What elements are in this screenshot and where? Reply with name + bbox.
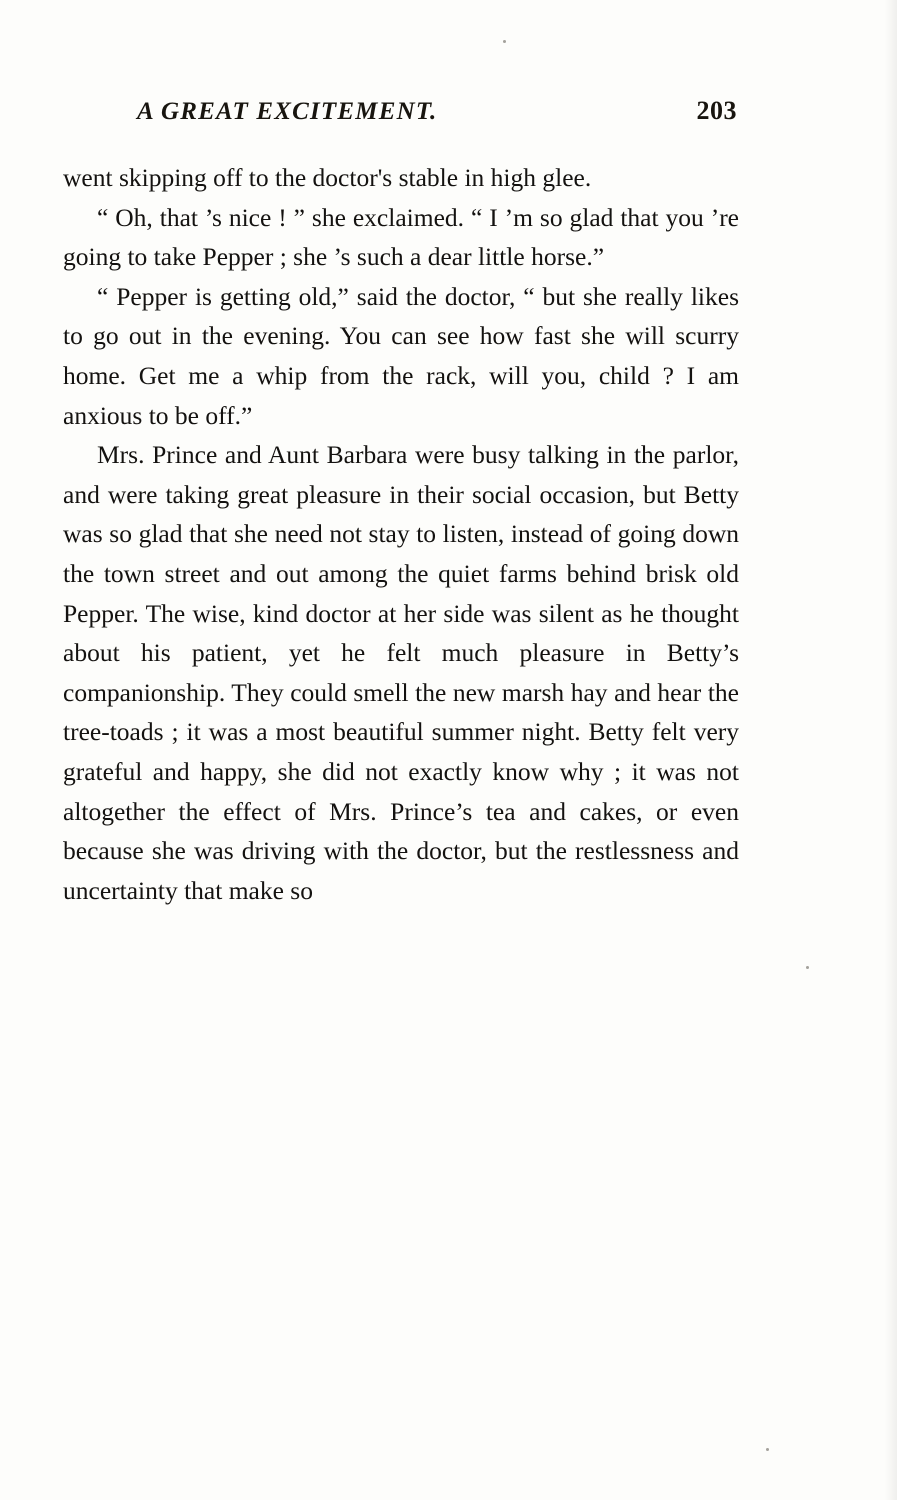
page-body [63, 158, 739, 910]
paragraph: Mrs. Prince and Aunt Barbara were busy talking in the parlor, and were taking great pleasure in their social occasion, but Betty was so glad that she need not stay to listen, instead of going down the town street and out among the quiet farms behind brisk old Pepper. The wise, kind doctor at her side was silent as he thought about his patient, yet he felt much pleasure in Betty’s companionship. They could smell the new marsh hay and hear the tree-toads ; it was a most beautiful summer night. Betty felt very grateful and happy, she did not exactly know why ; it was not altogether the effect of Mrs. Prince’s tea and cakes, or even because she was driving with the doctor, but the restlessness and uncertainty that make so [63, 440, 739, 905]
paper-speck [806, 966, 809, 969]
page-number: 203 [696, 96, 737, 125]
paragraph: “ Pepper is getting old,” said the doctor, “ but she really likes to go out in the evening. You can see how fast she will scurry home. Get me a whip from the rack, will you, child ? I am anxious to be off.” [63, 281, 739, 430]
page-header [63, 96, 737, 126]
running-title: A GREAT EXCITEMENT. [137, 98, 438, 125]
paragraph: went skipping off to the doctor's stable in high glee. [63, 163, 592, 192]
paper-speck [766, 1448, 769, 1451]
paragraph: “ Oh, that ’s nice ! ” she exclaimed. “ I ’m so glad that you ’re going to take Pepper ; she ’s such a dear little horse.” [63, 202, 739, 272]
paper-speck [503, 40, 506, 43]
page-edge-shading [885, 0, 897, 1500]
